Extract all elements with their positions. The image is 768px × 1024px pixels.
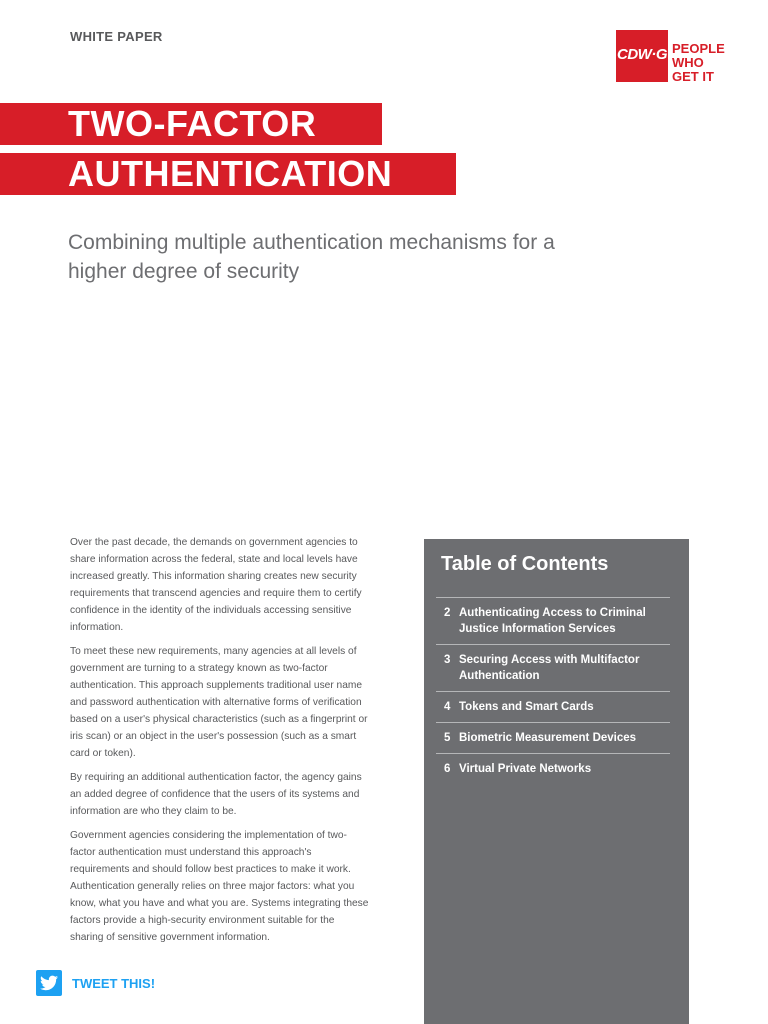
- toc-item-label: Virtual Private Networks: [459, 763, 592, 775]
- toc-item-label: Tokens and Smart Cards: [459, 701, 594, 713]
- title-line-1: TWO-FACTOR: [68, 103, 317, 144]
- tagline-line-1: PEOPLE: [672, 41, 725, 56]
- toc-item[interactable]: [436, 598, 670, 645]
- body-text: [70, 534, 370, 953]
- table-of-contents: [424, 539, 689, 1024]
- cdwg-logo: [616, 30, 736, 86]
- tweet-this-label[interactable]: TWEET THIS!: [72, 976, 156, 991]
- title-bar-1: [0, 103, 382, 145]
- toc-list: [436, 597, 670, 784]
- paragraph-4: Government agencies considering the implementation of two-factor authentication must understand this approach's requirements and should follow best practices to make it work. Authentication generally relies on three major factors: what you know, what you have and what you are. Systems integrating these factors provide a high-security environment suitable for the sharing of sensitive government information.: [70, 830, 369, 943]
- toc-item[interactable]: [436, 754, 670, 784]
- title-bar-2: [0, 153, 456, 195]
- logo-text: CDW·G: [617, 46, 667, 63]
- doc-type-label: WHITE PAPER: [70, 29, 163, 44]
- paragraph-1: Over the past decade, the demands on government agencies to share information across the federal, state and local levels have increased greatly. This information sharing creates new security requirements that transcend agencies and require them to certify confidence in the identity of the individuals accessing sensitive information.: [70, 537, 362, 633]
- title-line-2: AUTHENTICATION: [68, 153, 393, 194]
- tagline-line-2: WHO: [672, 55, 704, 70]
- logo-box: [616, 30, 668, 82]
- toc-page-number: 4: [444, 701, 451, 713]
- toc-heading: Table of Contents: [441, 553, 609, 575]
- toc-item[interactable]: [436, 645, 670, 692]
- paragraph-3: By requiring an additional authentication factor, the agency gains an added degree of confidence that the users of its systems and information are who they claim to be.: [70, 772, 362, 817]
- toc-item[interactable]: [436, 692, 670, 723]
- toc-page-number: 6: [444, 763, 451, 775]
- toc-item[interactable]: [436, 723, 670, 754]
- toc-item-label: Authenticating Access to Criminal Justice Information Services: [459, 607, 646, 635]
- paragraph-2: To meet these new requirements, many agencies at all levels of government are turning to a strategy known as two-factor authentication. This approach supplements traditional user name and password authentication with alternative forms of verification based on a user's physical characteristics (such as a fingerprint or iris scan) or an object in the user's possession (such as a smart card or token).: [70, 646, 368, 759]
- logo-tagline: [672, 42, 725, 84]
- twitter-bird-icon[interactable]: [36, 970, 62, 996]
- tagline-line-3: GET IT: [672, 69, 714, 84]
- toc-page-number: 5: [444, 732, 451, 744]
- toc-item-label: Securing Access with Multifactor Authentication: [459, 654, 640, 682]
- toc-page-number: 2: [444, 607, 451, 619]
- toc-page-number: 3: [444, 654, 451, 666]
- toc-item-label: Biometric Measurement Devices: [459, 732, 637, 744]
- subtitle: Combining multiple authentication mechanisms for a higher degree of security: [68, 231, 555, 283]
